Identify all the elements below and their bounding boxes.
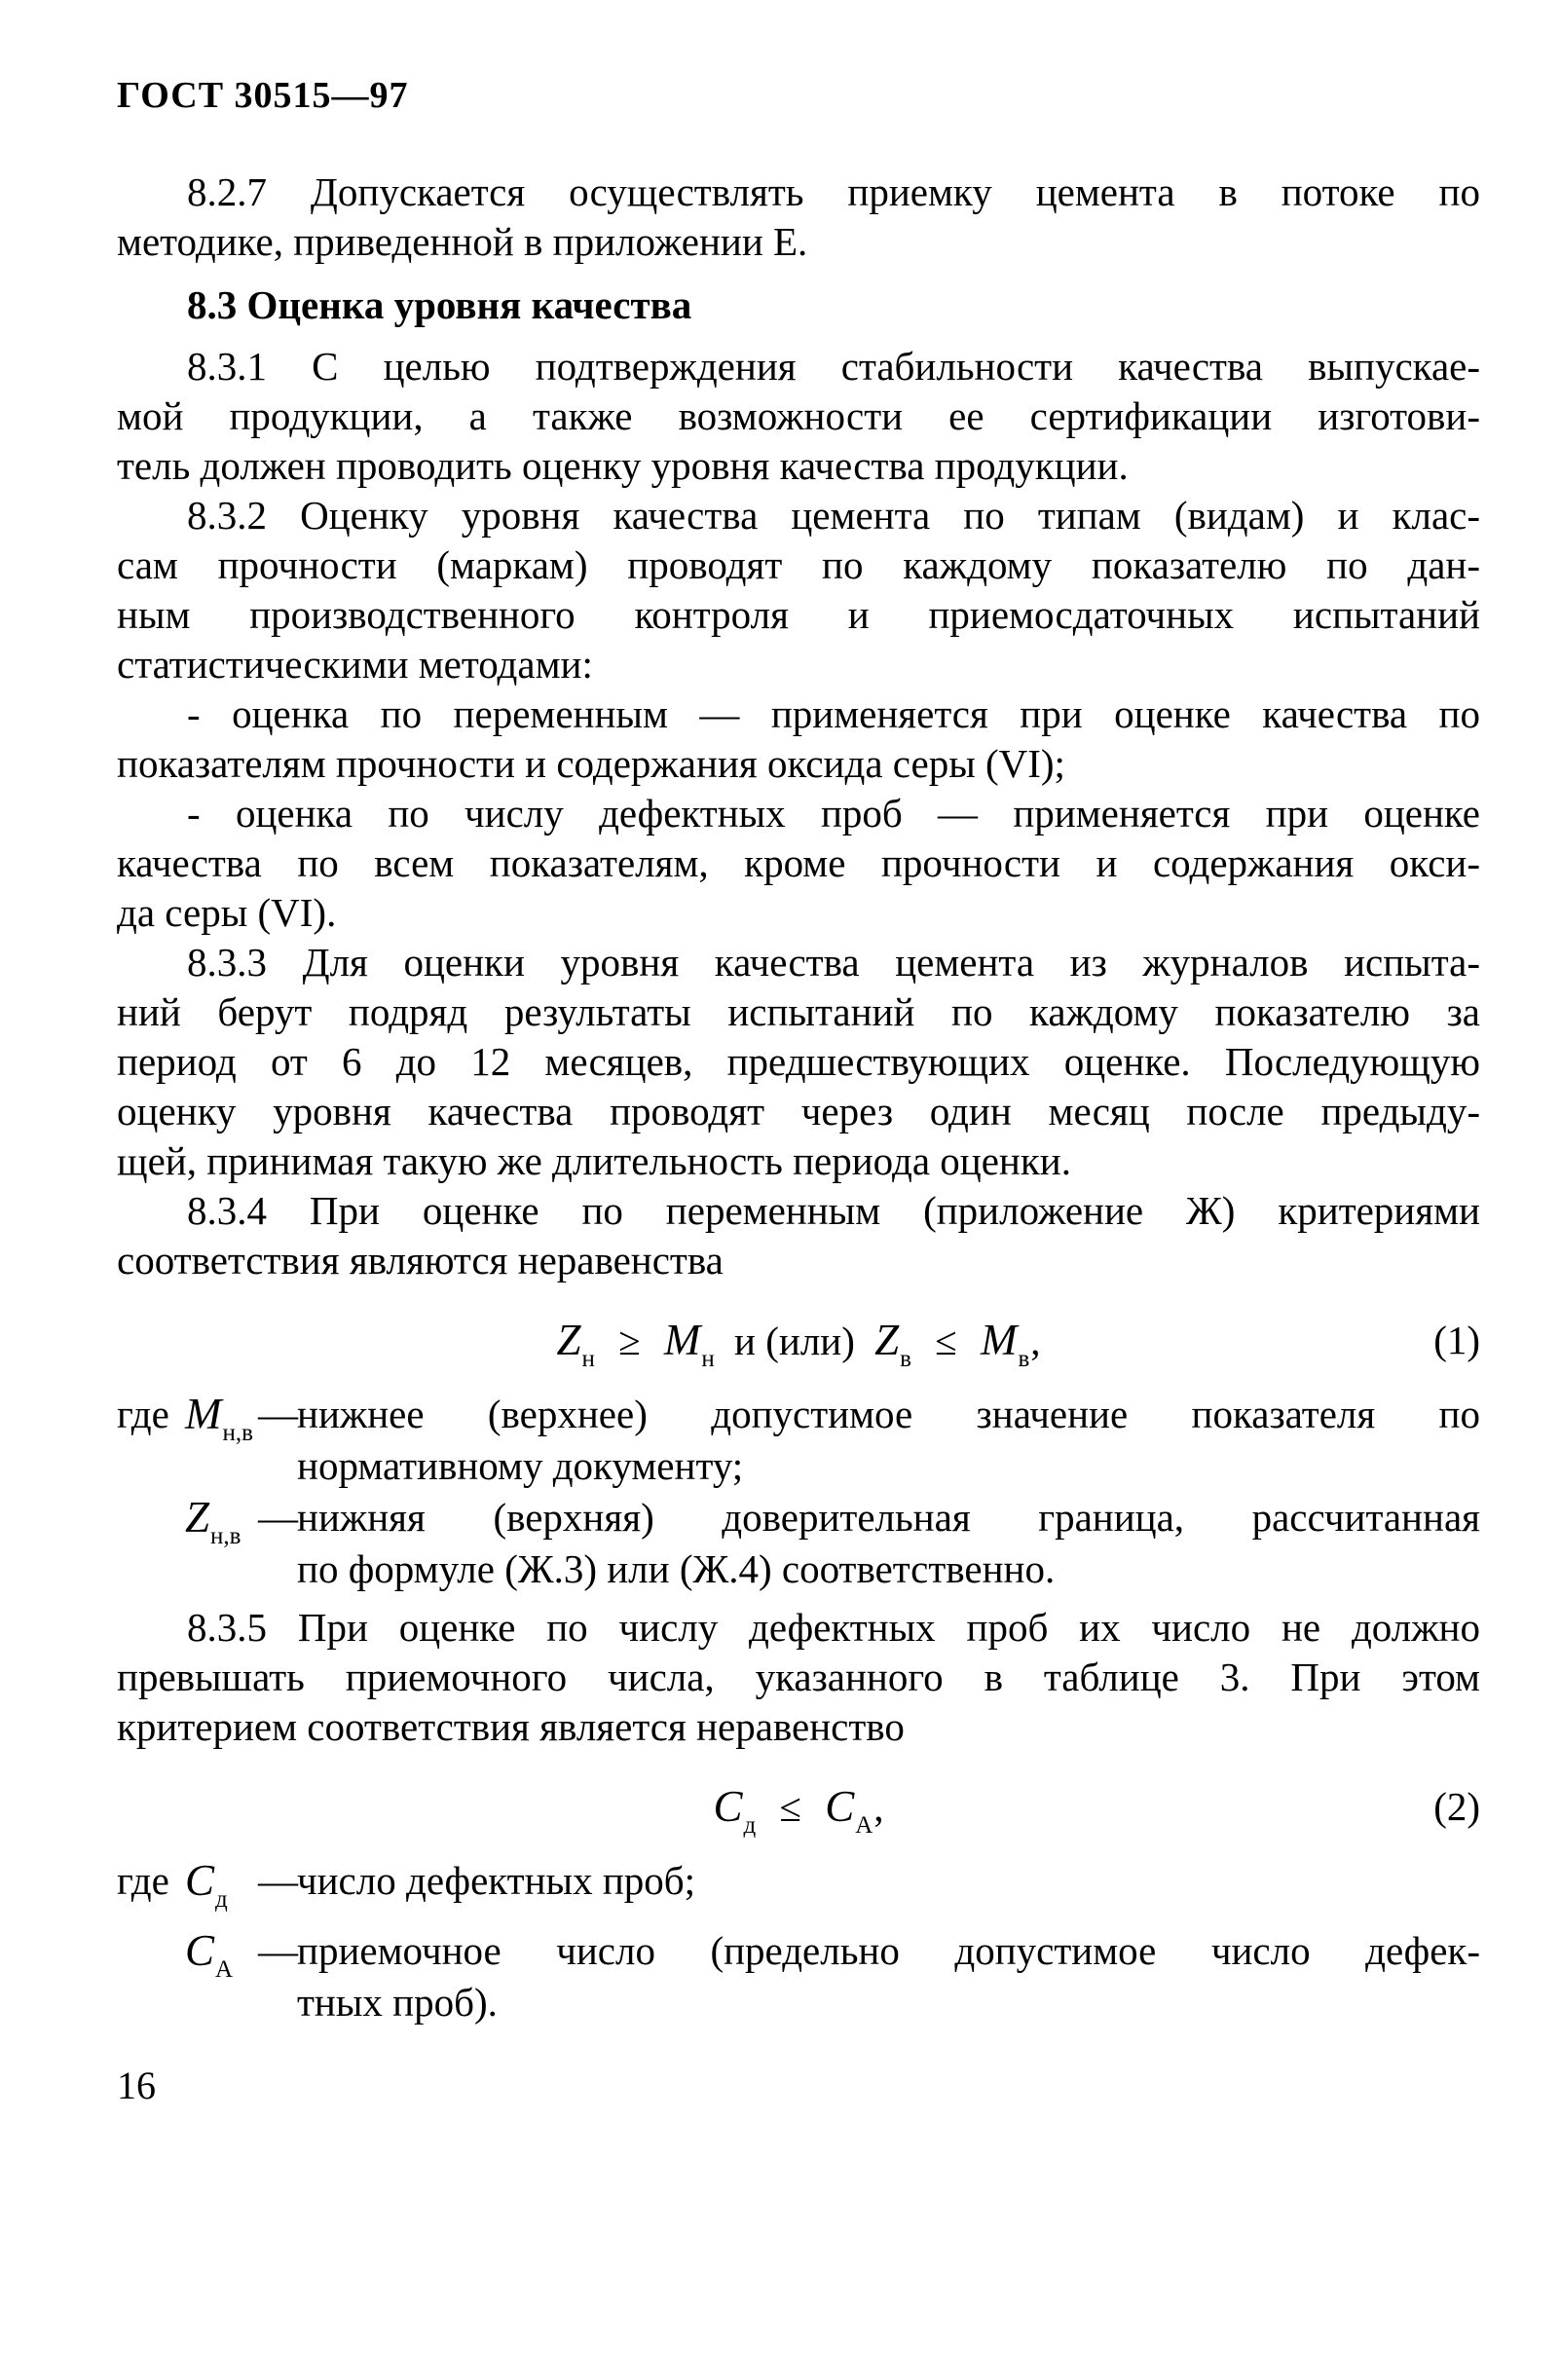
text-line: превышать приемочного числа, указанного в таблице 3. При этом <box>117 1655 1480 1699</box>
where-row <box>117 1492 1480 1595</box>
formula-variable: C <box>185 1926 215 1975</box>
list-item-variables <box>117 689 1480 789</box>
text-line: щей, принимая такую же длительность периода оценки. <box>117 1138 1071 1183</box>
formula-operator: ≤ <box>779 1785 801 1830</box>
where-symbol <box>185 1855 258 1925</box>
formula-variable: M <box>185 1390 222 1438</box>
document-header: ГОСТ 30515—97 <box>117 75 409 116</box>
formula-subscript: д <box>743 1812 757 1839</box>
text-line: показателям прочности и содержания оксида серы (VI); <box>117 741 1065 786</box>
paragraph-8-3-4 <box>117 1186 1480 1285</box>
formula-variable: C <box>185 1856 215 1905</box>
formula-subscript: н,в <box>222 1420 253 1446</box>
formula-subscript: А <box>855 1812 873 1839</box>
formula-1 <box>117 1309 1480 1371</box>
formula-connector-text: и (или) <box>734 1319 855 1363</box>
text-line: - оценка по переменным — применяется при оценке качества по <box>187 691 1480 736</box>
page-content <box>117 74 1480 2108</box>
formula-subscript: н <box>701 1346 715 1372</box>
section-heading-8-3: 8.3 Оценка уровня качества <box>187 282 692 327</box>
formula-1-number: (1) <box>1433 1318 1480 1362</box>
where-definition <box>297 1389 1480 1492</box>
text-line: период от 6 до 12 месяцев, предшествующих оценке. Последующую <box>117 1039 1480 1084</box>
where-block-1 <box>117 1389 1480 1595</box>
text-line: число дефектных проб; <box>297 1858 696 1903</box>
formula-variable: Z <box>556 1316 581 1364</box>
text-line: нормативному документу; <box>297 1443 744 1488</box>
formula-operator: ≥ <box>618 1319 641 1363</box>
paragraph-8-3-3 <box>117 938 1480 1186</box>
text-line: соответствия являются неравенства <box>117 1238 724 1283</box>
text-line: ний берут подряд результаты испытаний по каждому показателю за <box>117 989 1480 1034</box>
where-label: где <box>117 1858 169 1903</box>
formula-subscript: в <box>900 1346 911 1372</box>
where-block-2 <box>117 1855 1480 2028</box>
where-symbol <box>185 1925 258 1995</box>
text-line: оценку уровня качества проводят через один месяц после предыду- <box>117 1089 1480 1134</box>
where-definition <box>297 1492 1480 1595</box>
formula-1-expression <box>556 1316 1041 1372</box>
text-line: по формуле (Ж.3) или (Ж.4) соответственно. <box>297 1546 1056 1591</box>
list-item-defective-samples <box>117 789 1480 938</box>
paragraph-8-3-1 <box>117 342 1480 491</box>
text-line: тных проб). <box>297 1980 498 2025</box>
page-number: 16 <box>117 2064 156 2107</box>
text-line: 8.3.4 При оценке по переменным (приложение Ж) критериями <box>187 1188 1480 1233</box>
text-line: 8.3.3 Для оценки уровня качества цемента из журналов испыта- <box>187 940 1480 985</box>
formula-2-expression <box>713 1782 884 1839</box>
where-label: где <box>117 1392 169 1436</box>
formula-variable: C <box>825 1782 855 1831</box>
paragraph-8-2-7 <box>117 167 1480 267</box>
formula-subscript: А <box>215 1956 234 1983</box>
where-row <box>117 1855 1480 1925</box>
formula-2 <box>117 1775 1480 1838</box>
text-line: приемочное число (предельно допустимое число дефек- <box>297 1928 1480 1973</box>
text-line: 8.3.2 Оценку уровня качества цемента по типам (видам) и клас- <box>187 493 1480 538</box>
text-line: - оценка по числу дефектных проб — применяется при оценке <box>187 791 1480 836</box>
where-symbol <box>185 1389 258 1459</box>
formula-variable: M <box>663 1316 701 1364</box>
formula-variable: Z <box>874 1316 900 1364</box>
text-line: 8.2.7 Допускается осуществлять приемку цемента в потоке по <box>187 169 1480 214</box>
text-line: нижнее (верхнее) допустимое значение показателя по <box>297 1392 1480 1436</box>
text-line: ным производственного контроля и приемосдаточных испытаний <box>117 592 1480 637</box>
text-line: методике, приведенной в приложении Е. <box>117 219 808 264</box>
where-symbol <box>185 1492 258 1562</box>
formula-variable: C <box>713 1782 743 1831</box>
formula-operator: ≤ <box>935 1319 957 1363</box>
text-line: тель должен проводить оценку уровня качества продукции. <box>117 443 1129 488</box>
formula-variable: Z <box>185 1493 210 1542</box>
where-definition <box>297 1855 1480 1907</box>
where-dash: — <box>258 1928 298 1973</box>
paragraph-8-3-5 <box>117 1603 1480 1752</box>
where-row <box>117 1925 1480 2028</box>
paragraph-8-3-2 <box>117 491 1480 689</box>
formula-subscript: н,в <box>210 1523 241 1549</box>
where-dash: — <box>258 1392 298 1436</box>
formula-subscript: д <box>215 1886 228 1913</box>
formula-subscript: н <box>581 1346 595 1372</box>
text-line: нижняя (верхняя) доверительная граница, рассчитанная <box>297 1495 1480 1540</box>
text-line: мой продукции, а также возможности ее сертификации изготови- <box>117 393 1480 438</box>
where-row <box>117 1389 1480 1492</box>
formula-comma: , <box>1030 1319 1041 1363</box>
where-dash: — <box>258 1858 298 1903</box>
text-line: качества по всем показателям, кроме прочности и содержания окси- <box>117 840 1480 885</box>
formula-2-number: (2) <box>1433 1784 1480 1829</box>
formula-subscript: в <box>1018 1346 1030 1372</box>
where-dash: — <box>258 1495 298 1540</box>
text-line: статистическими методами: <box>117 642 593 687</box>
text-line: критерием соответствия является неравенство <box>117 1704 905 1749</box>
where-definition <box>297 1925 1480 2028</box>
text-line: сам прочности (маркам) проводят по каждому показателю по дан- <box>117 542 1480 587</box>
formula-comma: , <box>873 1785 884 1830</box>
formula-variable: M <box>980 1316 1018 1364</box>
text-line: 8.3.5 При оценке по числу дефектных проб их число не должно <box>187 1605 1480 1650</box>
text-line: да серы (VI). <box>117 890 337 935</box>
text-line: 8.3.1 С целью подтверждения стабильности качества выпускае- <box>187 344 1480 389</box>
